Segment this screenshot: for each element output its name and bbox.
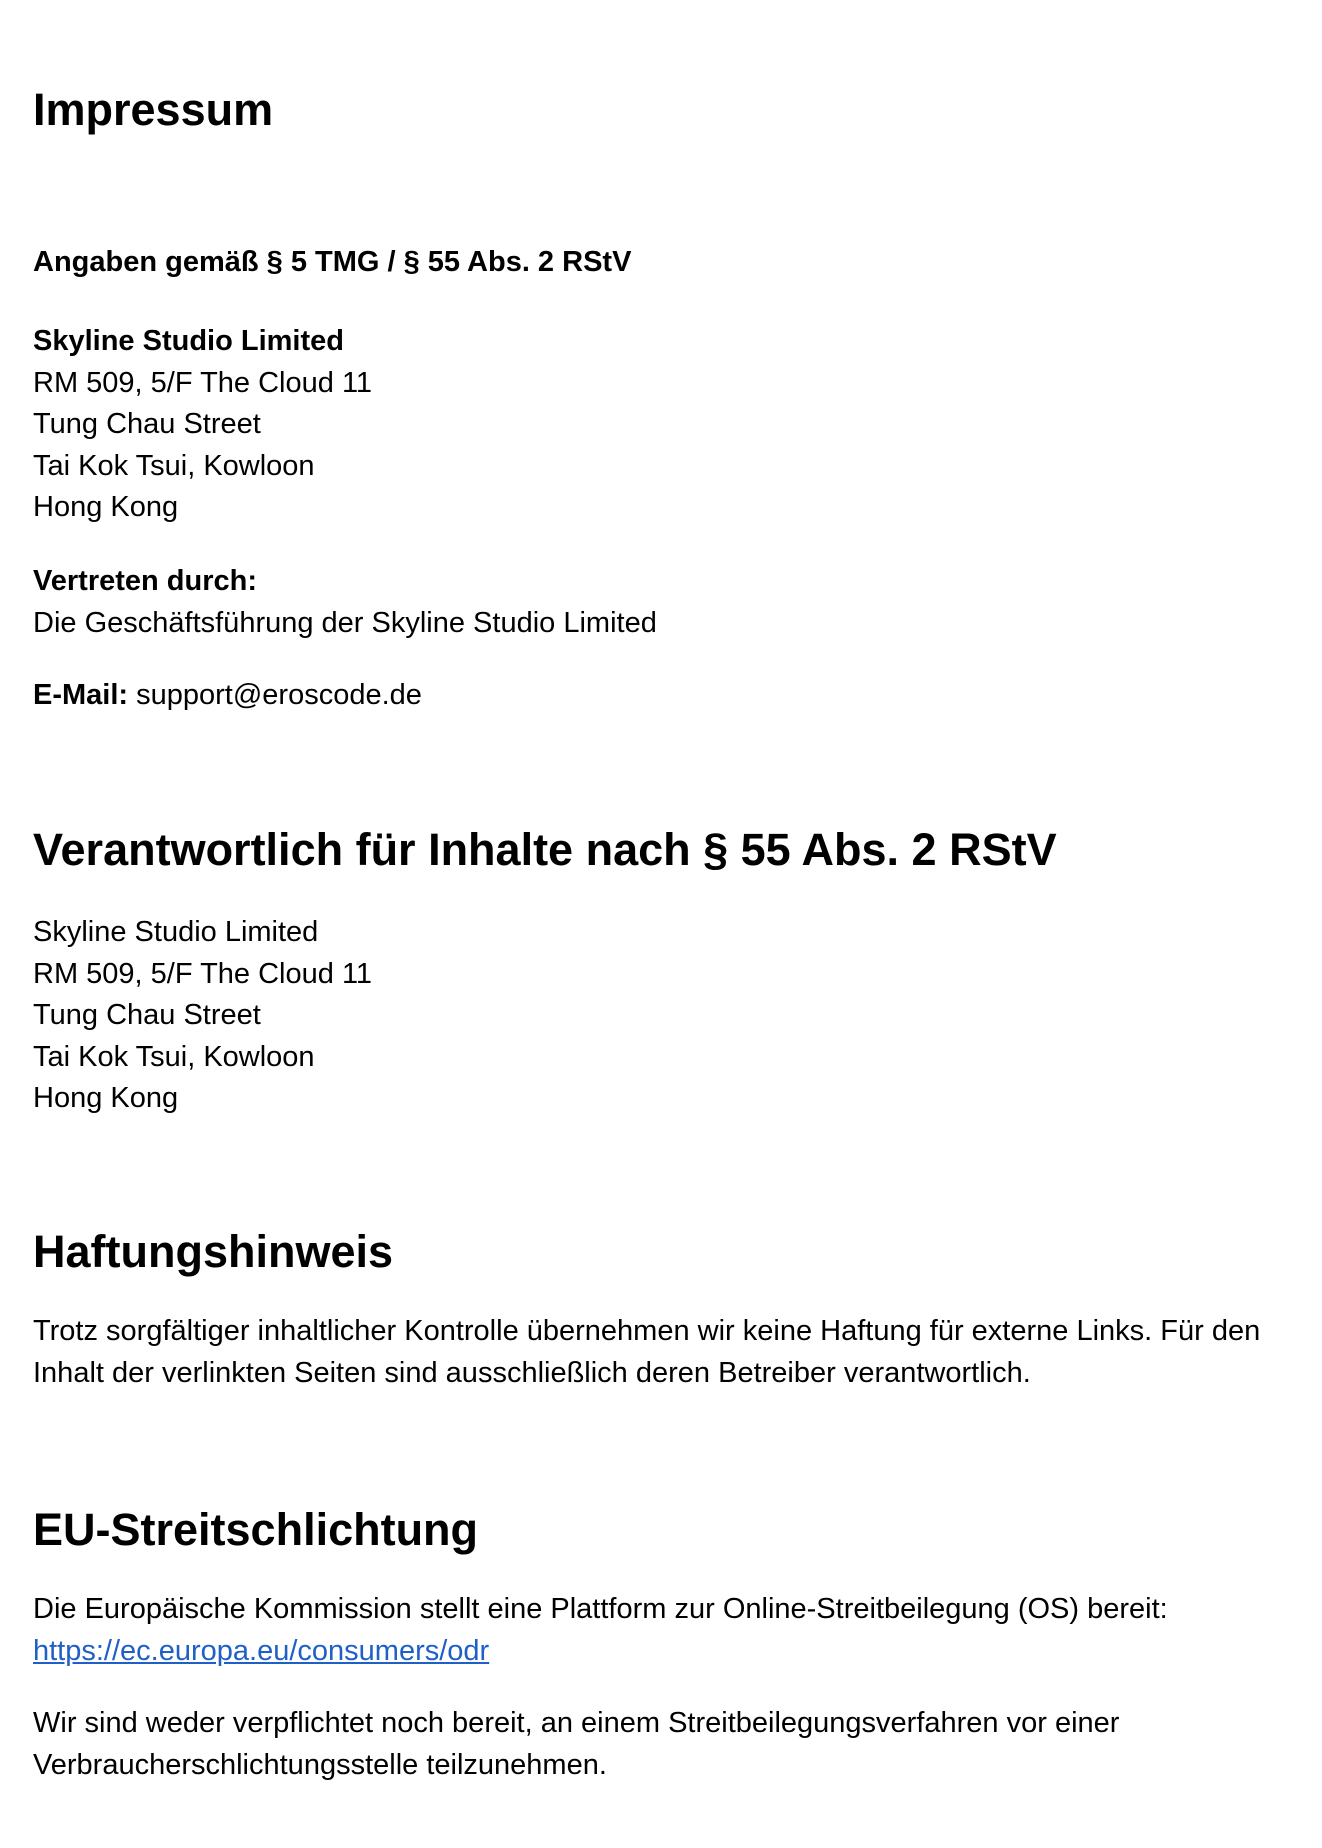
represented-label: Vertreten durch: [33,565,257,597]
company-address-block [33,321,1289,529]
eu-platform-text: Die Europäische Kommission stellt eine Plattform zur Online-Streitbeilegung (OS) bereit: [33,1593,1168,1625]
address-line: Tung Chau Street [33,408,261,440]
eu-dispute-heading: EU-Streitschlichtung [33,1504,479,1555]
responsible-line: Tung Chau Street [33,999,261,1031]
address-line: RM 509, 5/F The Cloud 11 [33,366,373,399]
liability-text: Trotz sorgfältiger inhaltlicher Kontrolle übernehmen wir keine Haftung für externe Links. Für den Inhalt der verlinkten Seiten sind ausschließlich deren Betreiber verantwortlich. [33,1315,1261,1389]
page-title: Impressum [33,84,274,135]
eu-platform-paragraph [33,1589,1289,1672]
eu-odr-link[interactable]: https://ec.europa.eu/consumers/odr [33,1634,490,1667]
email-value: support@eroscode.de [136,679,422,711]
responsible-line: Hong Kong [33,1082,179,1114]
legal-basis-heading: Angaben gemäß § 5 TMG / § 55 Abs. 2 RStV [33,246,632,278]
responsible-line: RM 509, 5/F The Cloud 11 [33,957,373,990]
represented-value: Die Geschäftsführung der Skyline Studio Limited [33,606,657,639]
responsible-line: Tai Kok Tsui, Kowloon [33,1040,315,1073]
liability-heading: Haftungshinweis [33,1226,394,1277]
responsible-line: Skyline Studio Limited [33,916,319,948]
address-line: Tai Kok Tsui, Kowloon [33,449,315,482]
eu-nonparticipation-text: Wir sind weder verpflichtet noch bereit, an einem Streitbeilegungsverfahren vor einer Verbraucherschlichtungsstelle teilzunehmen. [33,1707,1120,1781]
responsible-address-block [33,912,1289,1120]
address-line: Hong Kong [33,491,179,523]
responsible-heading: Verantwortlich für Inhalte nach § 55 Abs. 2 RStV [33,824,1057,875]
email-row [33,675,1289,717]
email-label: E-Mail: [33,679,129,711]
company-name: Skyline Studio Limited [33,325,344,357]
representation-block [33,561,1289,644]
